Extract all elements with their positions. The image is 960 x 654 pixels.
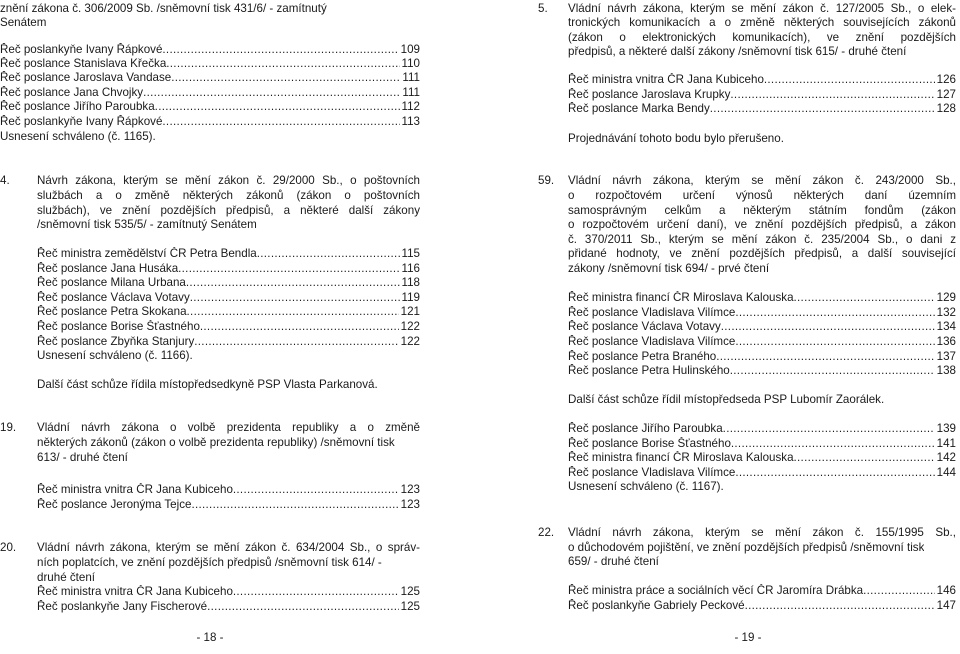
item-number: 59. bbox=[538, 174, 555, 187]
speech-entry[interactable] bbox=[568, 306, 956, 321]
speech-page: 136 bbox=[936, 335, 956, 348]
item-title-line: zákony /sněmovní tisk 694/ - prvé čtení bbox=[568, 262, 770, 275]
item-title-line: druhé čtení bbox=[37, 571, 96, 584]
item-number: 20. bbox=[0, 541, 17, 554]
speech-speaker: Řeč poslance Petra Hulinského bbox=[568, 364, 730, 377]
speech-speaker: Řeč poslance Petra Braného bbox=[568, 350, 717, 363]
speech-page: 127 bbox=[936, 88, 956, 101]
speech-page: 121 bbox=[400, 305, 420, 318]
speech-entry[interactable] bbox=[568, 320, 956, 335]
speech-speaker: Řeč ministra vnitra ČR Jana Kubiceho bbox=[37, 483, 233, 496]
speech-speaker: Řeč poslankyňe Ivany Řápkové bbox=[0, 115, 163, 128]
speech-entry[interactable] bbox=[37, 585, 420, 600]
speech-page: 111 bbox=[402, 71, 420, 84]
speech-entry[interactable] bbox=[568, 364, 956, 379]
resolution-text: Usnesení schváleno (č. 1166). bbox=[37, 349, 193, 362]
speech-entry[interactable] bbox=[568, 584, 956, 599]
speech-speaker: Řeč poslance Jaroslava Vandase bbox=[0, 71, 172, 84]
speech-speaker: Řeč poslance Vladislava Vilímce bbox=[568, 306, 736, 319]
speech-page: 144 bbox=[936, 466, 956, 479]
session-note: Další část schůze řídila místopředsedkyně PSP Vlasta Parkanová. bbox=[37, 378, 378, 391]
speech-entry[interactable] bbox=[568, 451, 956, 466]
speech-entry[interactable] bbox=[0, 115, 420, 130]
speech-entry[interactable] bbox=[568, 335, 956, 350]
speech-entry[interactable] bbox=[37, 291, 420, 306]
speech-entry[interactable] bbox=[568, 599, 956, 614]
speech-speaker: Řeč poslance Borise Šťastného bbox=[568, 437, 731, 450]
item-title-line: Vládní návrh zákona o volbě prezidenta republiky a o změně bbox=[37, 421, 420, 434]
speech-page: 138 bbox=[936, 364, 956, 377]
speech-speaker: Řeč poslankyňe Ivany Řápkové bbox=[0, 43, 163, 56]
speech-page: 122 bbox=[400, 335, 420, 348]
speech-speaker: Řeč poslance Stanislava Křečka bbox=[0, 57, 167, 70]
item-title-line: Vládní návrh zákona, kterým se mění zákon č. 243/2000 Sb., bbox=[568, 174, 956, 187]
item-title-line: 659/ - druhé čtení bbox=[568, 555, 659, 568]
speech-entry[interactable] bbox=[568, 88, 956, 103]
item-number: 4. bbox=[0, 174, 10, 187]
item-title-line: č. 370/2011 Sb., kterým se mění zákon č. 235/2004 Sb., o dani z bbox=[568, 233, 956, 246]
item-title-line: tronických komunikacích a o změně některých souvisejících zákonů bbox=[568, 16, 956, 29]
speech-page: 109 bbox=[400, 43, 420, 56]
speech-speaker: Řeč poslance Jana Husáka bbox=[37, 262, 179, 275]
speech-page: 116 bbox=[401, 262, 420, 275]
speech-entry[interactable] bbox=[37, 600, 420, 615]
speech-entry[interactable] bbox=[568, 422, 956, 437]
item-number: 5. bbox=[538, 2, 548, 15]
item-title-line: /sněmovní tisk 535/5/ - zamítnutý Senátem bbox=[37, 218, 257, 231]
speech-speaker: Řeč ministra financí ČR Miroslava Kalouska bbox=[568, 451, 794, 464]
speech-speaker: Řeč poslance Petra Skokana bbox=[37, 305, 187, 318]
item-title-line: 613/ - druhé čtení bbox=[37, 451, 128, 464]
speech-page: 126 bbox=[936, 73, 956, 86]
speech-page: 112 bbox=[401, 100, 420, 113]
speech-page: 129 bbox=[936, 291, 956, 304]
speech-speaker: Řeč poslance Jaroslava Krupky bbox=[568, 88, 731, 101]
speech-page: 146 bbox=[936, 584, 956, 597]
item-title-line: službách a o změně některých zákonů (zákon o poštovních bbox=[37, 189, 420, 202]
item-title-line: o důchodovém pojištění, ve znění pozdějších předpisů /sněmovní tisk bbox=[568, 541, 925, 554]
item-number: 22. bbox=[538, 526, 555, 539]
session-note: Projednávání tohoto bodu bylo přerušeno. bbox=[568, 132, 784, 145]
speech-page: 132 bbox=[936, 306, 956, 319]
speech-page: 123 bbox=[400, 483, 420, 496]
speech-entry[interactable] bbox=[37, 483, 420, 498]
speech-entry[interactable] bbox=[0, 100, 420, 115]
item-title-line: o rozpočtovém určení daní), ve znění pozdějších předpisů, a zákon bbox=[568, 218, 956, 231]
page-number-footer: - 19 - bbox=[734, 631, 762, 644]
speech-page: 111 bbox=[402, 86, 420, 99]
speech-entry[interactable] bbox=[0, 86, 420, 101]
speech-entry[interactable] bbox=[0, 43, 420, 58]
speech-speaker: Řeč poslance Jiřího Paroubka bbox=[0, 100, 155, 113]
intro-line: Senátem bbox=[0, 16, 47, 29]
speech-speaker: Řeč poslance Milana Urbana bbox=[37, 276, 186, 289]
resolution-text: Usnesení schváleno (č. 1165). bbox=[0, 130, 156, 143]
speech-entry[interactable] bbox=[37, 335, 420, 350]
speech-page: 110 bbox=[401, 57, 420, 70]
item-title-line: Vládní návrh zákona, kterým se mění zákon č. 127/2005 Sb., o elek- bbox=[568, 2, 956, 15]
item-title-line: o rozpočtovém určení výnosů některých daní územním bbox=[568, 189, 956, 202]
speech-speaker: Řeč ministra práce a sociálních věcí ČR Jaromíra Drábka bbox=[568, 584, 864, 597]
speech-page: 134 bbox=[936, 320, 956, 333]
item-title-line: službách), ve znění pozdějších předpisů, a některé další zákony bbox=[37, 204, 420, 217]
speech-speaker: Řeč poslance Václava Votavy bbox=[568, 320, 721, 333]
speech-entry[interactable] bbox=[37, 262, 420, 277]
item-title-line: předpisů, a některé další zákony /sněmovní tisk 615/ - druhé čtení bbox=[568, 45, 907, 58]
speech-speaker: Řeč poslance Vladislava Vilímce bbox=[568, 335, 736, 348]
speech-entry[interactable] bbox=[568, 291, 956, 306]
speech-speaker: Řeč ministra financí ČR Miroslava Kalouska bbox=[568, 291, 794, 304]
item-number: 19. bbox=[0, 421, 17, 434]
speech-entry[interactable] bbox=[568, 102, 956, 117]
speech-entry[interactable] bbox=[37, 498, 420, 513]
speech-entry[interactable] bbox=[37, 305, 420, 320]
speech-speaker: Řeč poslance Jeronýma Tejce bbox=[37, 498, 192, 511]
item-title-line: Vládní návrh zákona, kterým se mění zákon č. 155/1995 Sb., bbox=[568, 526, 956, 539]
speech-speaker: Řeč poslance Jiřího Paroubka bbox=[568, 422, 723, 435]
speech-page: 115 bbox=[401, 247, 420, 260]
speech-speaker: Řeč poslance Jana Chvojky bbox=[0, 86, 144, 99]
speech-speaker: Řeč poslankyňe Gabriely Peckové bbox=[568, 599, 745, 612]
speech-entry[interactable] bbox=[0, 71, 420, 86]
session-note: Další část schůze řídil místopředseda PSP Lubomír Zaorálek. bbox=[568, 393, 885, 406]
item-title-line: některých zákonů (zákon o volbě prezidenta republiky) /sněmovní tisk bbox=[37, 436, 395, 449]
speech-page: 118 bbox=[401, 276, 420, 289]
speech-speaker: Řeč poslance Zbyňka Stanjury bbox=[37, 335, 195, 348]
item-title-line: (zákon o elektronických komunikacích), ve znění pozdějších bbox=[568, 31, 956, 44]
speech-page: 125 bbox=[400, 600, 420, 613]
speech-speaker: Řeč poslance Václava Votavy bbox=[37, 291, 190, 304]
speech-entry[interactable] bbox=[568, 466, 956, 481]
speech-page: 125 bbox=[400, 585, 420, 598]
speech-page: 128 bbox=[936, 102, 956, 115]
speech-page: 147 bbox=[936, 599, 956, 612]
speech-entry[interactable] bbox=[568, 73, 956, 88]
left-page bbox=[0, 0, 420, 654]
intro-line: znění zákona č. 306/2009 Sb. /sněmovní tisk 431/6/ - zamítnutý bbox=[0, 2, 327, 15]
speech-page: 123 bbox=[400, 498, 420, 511]
speech-speaker: Řeč ministra vnitra ČR Jana Kubiceho bbox=[568, 73, 764, 86]
page-number-footer: - 18 - bbox=[196, 631, 224, 644]
speech-page: 119 bbox=[401, 291, 420, 304]
speech-speaker: Řeč poslance Borise Šťastného bbox=[37, 320, 200, 333]
speech-speaker: Řeč poslankyňe Jany Fischerové bbox=[37, 600, 208, 613]
speech-page: 122 bbox=[400, 320, 420, 333]
item-title-line: přidané hodnoty, ve znění pozdějších předpisů, a další související bbox=[568, 247, 956, 260]
speech-entry[interactable] bbox=[37, 320, 420, 335]
speech-entry[interactable] bbox=[568, 437, 956, 452]
speech-entry[interactable] bbox=[37, 276, 420, 291]
right-page bbox=[538, 0, 960, 654]
speech-page: 113 bbox=[401, 115, 420, 128]
speech-speaker: Řeč ministra zemědělství ČR Petra Bendla bbox=[37, 247, 257, 260]
speech-speaker: Řeč poslance Marka Bendy bbox=[568, 102, 710, 115]
speech-page: 139 bbox=[936, 422, 956, 435]
speech-entry[interactable] bbox=[37, 247, 420, 262]
speech-page: 142 bbox=[936, 451, 956, 464]
speech-entry[interactable] bbox=[0, 57, 420, 72]
speech-entry[interactable] bbox=[568, 350, 956, 365]
item-title-line: ních poplatcích, ve znění pozdějších předpisů /sněmovní tisk 614/ - bbox=[37, 556, 382, 569]
item-title-line: samosprávným celkům a některým státním fondům (zákon bbox=[568, 204, 956, 217]
speech-page: 137 bbox=[936, 350, 956, 363]
resolution-text: Usnesení schváleno (č. 1167). bbox=[568, 480, 724, 493]
speech-speaker: Řeč poslance Vladislava Vilímce bbox=[568, 466, 736, 479]
speech-page: 141 bbox=[936, 437, 956, 450]
speech-speaker: Řeč ministra vnitra ČR Jana Kubiceho bbox=[37, 585, 233, 598]
item-title-line: Vládní návrh zákona, kterým se mění zákon č. 634/2004 Sb., o správ- bbox=[37, 541, 420, 554]
item-title-line: Návrh zákona, kterým se mění zákon č. 29/2000 Sb., o poštovních bbox=[37, 174, 420, 187]
